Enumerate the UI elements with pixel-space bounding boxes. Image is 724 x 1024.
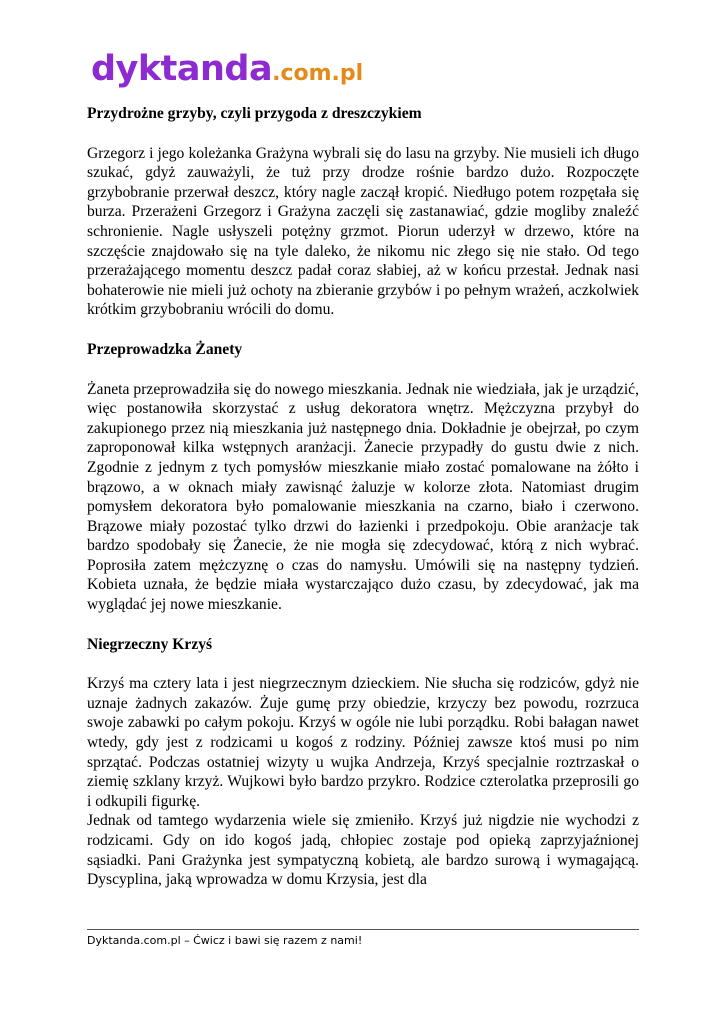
logo-suffix: .com.pl: [272, 61, 364, 86]
footer-divider: [87, 929, 639, 930]
section-title-przeprowadzka: Przeprowadzka Żanety: [87, 340, 243, 358]
section-title-grzyby: Przydrożne grzyby, czyli przygoda z dreszczykiem: [87, 105, 422, 122]
section-paragraph-grzyby: Grzegorz i jego koleżanka Grażyna wybrali się do lasu na grzyby. Nie musieli ich długo szukać, gdyż zauważyli, że tuż przy drodze rośnie bardzo dużo. Rozpoczęte grzybobranie przerwał deszcz, który nagle zaczął kropić. Niedługo potem rozpętała się burza. Przerażeni Grzegorz i Grażyna zaczęli się zastanawiać, gdzie mogliby znaleźć schronienie. Nagle usłyszeli potężny grzmot. Piorun uderzył w drzewo, które na szczęście znajdowało się na tyle daleko, że nikomu nic złego się nie stało. Od tego przerażającego momentu deszcz padał coraz słabiej, aż w końcu przestał. Jednak nasi bohaterowie nie mieli już ochoty na zbieranie grzybów i po pełnym wrażeń, aczkolwiek krótkim grzybobraniu wrócili do domu.: [87, 144, 639, 319]
section-paragraph-krzys-2: Jednak od tamtego wydarzenia wiele się zmieniło. Krzyś już nigdzie nie wychodzi z rodzicami. Gdy on ido kogoś jadą, chłopiec zostaje pod opieką zaprzyjaźnionej sąsiadki. Pani Grażynka jest sympatyczną kobietą, ale bardzo surową i wymagającą. Dyscyplina, jaką wprowadza w domu Krzysia, jest dla: [87, 812, 639, 889]
section-paragraph-przeprowadzka: Żaneta przeprowadziła się do nowego mieszkania. Jednak nie wiedziała, jak je urządzić, więc postanowiła skorzystać z usług dekoratora wnętrz. Mężczyzna przybył do zakupionego przez nią mieszkania już następnego dnia. Dokładnie je obejrzał, po czym zaproponował kilka wstępnych aranżacji. Żanecie przypadły do gustu dwie z nich. Zgodnie z jednym z tych pomysłów mieszkanie miało zostać pomalowane na żółto i brązowo, a w oknach miały zawisnąć żaluzje w kolorze złota. Natomiast drugim pomysłem dekoratora było pomalowanie mieszkania na czarno, biało i czerwono. Brązowe miały pozostać tylko drzwi do łazienki i przedpokoju. Obie aranżacje tak bardzo spodobały się Żanecie, że nie mogła się zdecydować, którą z nich wybrać. Poprosiła zatem mężczyznę o czas do namysłu. Umówili się na następny tydzień. Kobieta uznała, że będzie miała wystarczająco dużo czasu, by zdecydować, jak ma wyglądać jej nowe mieszkanie.: [87, 380, 639, 614]
site-logo[interactable]: [91, 48, 363, 90]
page-footer: Dyktanda.com.pl – Ćwicz i bawi się razem z nami!: [87, 934, 363, 947]
section-paragraph-krzys-1: Krzyś ma cztery lata i jest niegrzecznym dzieckiem. Nie słucha się rodziców, gdyż nie uznaje żadnych zakazów. Żuje gumę przy obiedzie, krzyczy bez powodu, rozrzuca swoje zabawki po całym pokoju. Krzyś w ogóle nie lubi porządku. Robi bałagan nawet wtedy, gdy jest z rodzicami u kogoś z rodziny. Później zawsze ktoś musi po nim sprzątać. Podczas ostatniej wizyty u wujka Andrzeja, Krzyś specjalnie roztrzaskał o ziemię szklany krzyż. Wujkowi było bardzo przykro. Rodzice czterolatka przeprosili go i odkupili figurkę.: [87, 675, 639, 810]
section-title-krzys: Niegrzeczny Krzyś: [87, 635, 213, 653]
logo-wordmark: dyktanda: [91, 49, 273, 89]
document-body: [87, 104, 639, 890]
